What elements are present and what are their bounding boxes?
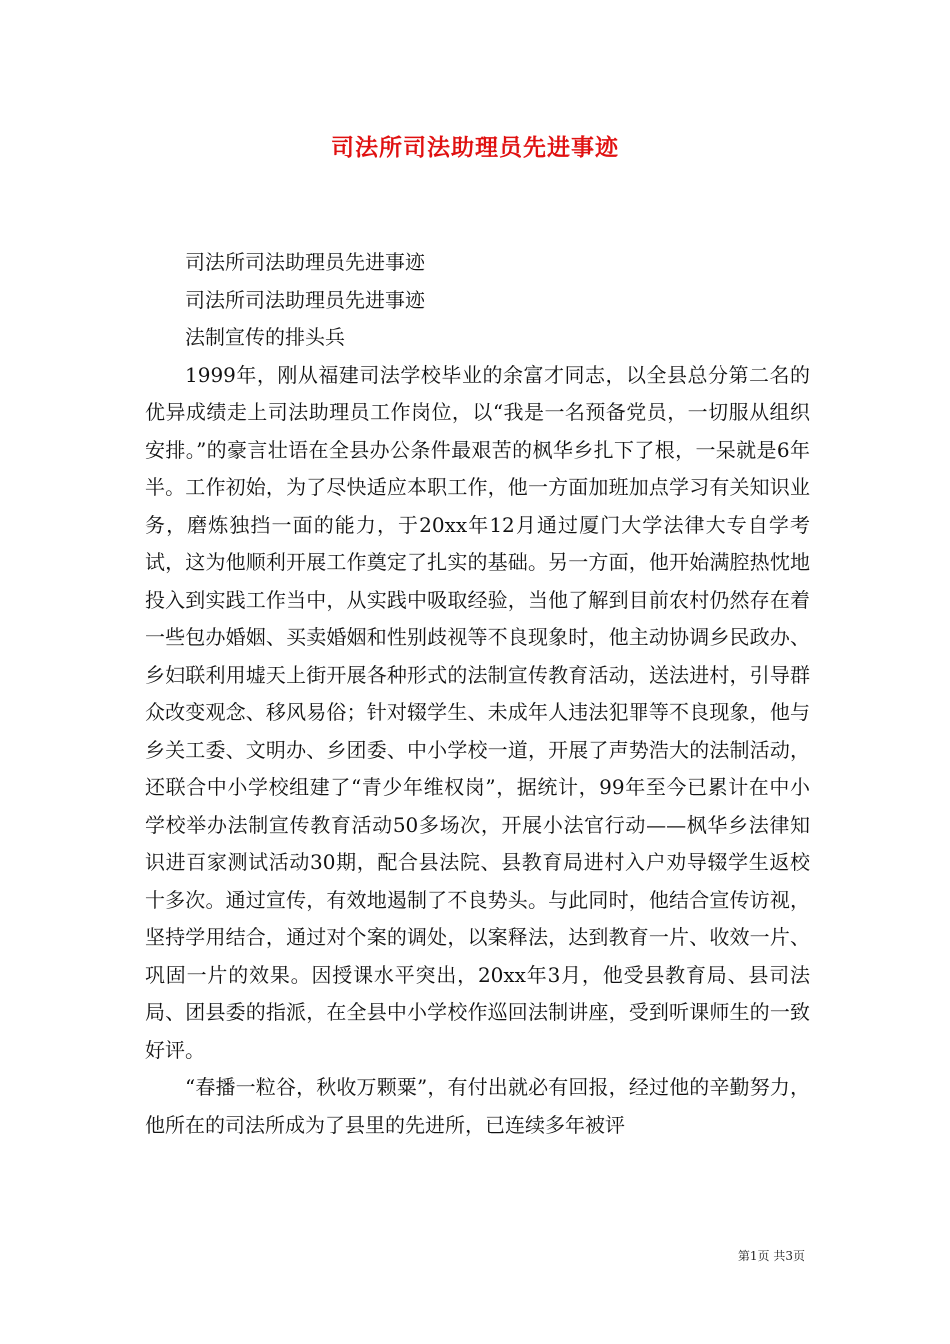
paragraph-heading-1: 司法所司法助理员先进事迹 xyxy=(185,250,425,274)
paragraph-continued: “春播一粒谷，秋收万颗粟”，有付出就必有回报，经过他的辛勤努力，他所在的司法所成为了县里的先进所，已连续多年被评 xyxy=(145,1075,810,1137)
paragraph-heading-2: 司法所司法助理员先进事迹 xyxy=(185,287,425,312)
document-title: 司法所司法助理员先进事迹 xyxy=(331,134,619,161)
paragraph-subheading: 法制宣传的排头兵 xyxy=(185,325,345,349)
page-number: 第1页 共3页 xyxy=(737,1249,805,1263)
document-body xyxy=(145,244,810,1144)
paragraph-main: 1999年，刚从福建司法学校毕业的余富才同志，以全县总分第二名的优异成绩走上司法助理员工作岗位，以“我是一名预备党员，一切服从组织安排。”的豪言壮语在全县办公条件最艰苦的枫华乡扎下了根，一呆就是6年半。工作初始，为了尽快适应本职工作，他一方面加班加点学习有关知识业务，磨炼独挡一面的能力，于20xx年12月通过厦门大学法律大专自学考试，这为他顺利开展工作奠定了扎实的基础。另一方面，他开始满腔热忱地投入到实践工作当中，从实践中吸取经验，当他了解到目前农村仍然存在着一些包办婚姻、买卖婚姻和性别歧视等不良现象时，他主动协调乡民政办、乡妇联利用墟天上街开展各种形式的法制宣传教育活动，送法进村，引导群众改变观念、移风易俗；针对辍学生、未成年人违法犯罪等不良现象，他与乡关工委、文明办、乡团委、中小学校一道，开展了声势浩大的法制活动，还联合中小学校组建了“青少年维权岗”，据统计，99年至今已累计在中小学校举办法制宣传教育活动50多场次，开展小法官行动——枫华乡法律知识进百家测试活动30期，配合县法院、县教育局进村入户劝导辍学生返校十多次。通过宣传，有效地遏制了不良势头。与此同时，他结合宣传访视，坚持学用结合，通过对个案的调处，以案释法，达到教育一片、收效一片、巩固一片的效果。因授课水平突出，20xx年3月，他受县教育局、县司法局、团县委的指派，在全县中小学校作巡回法制讲座，受到听课师生的一致好评。 xyxy=(145,362,810,1062)
